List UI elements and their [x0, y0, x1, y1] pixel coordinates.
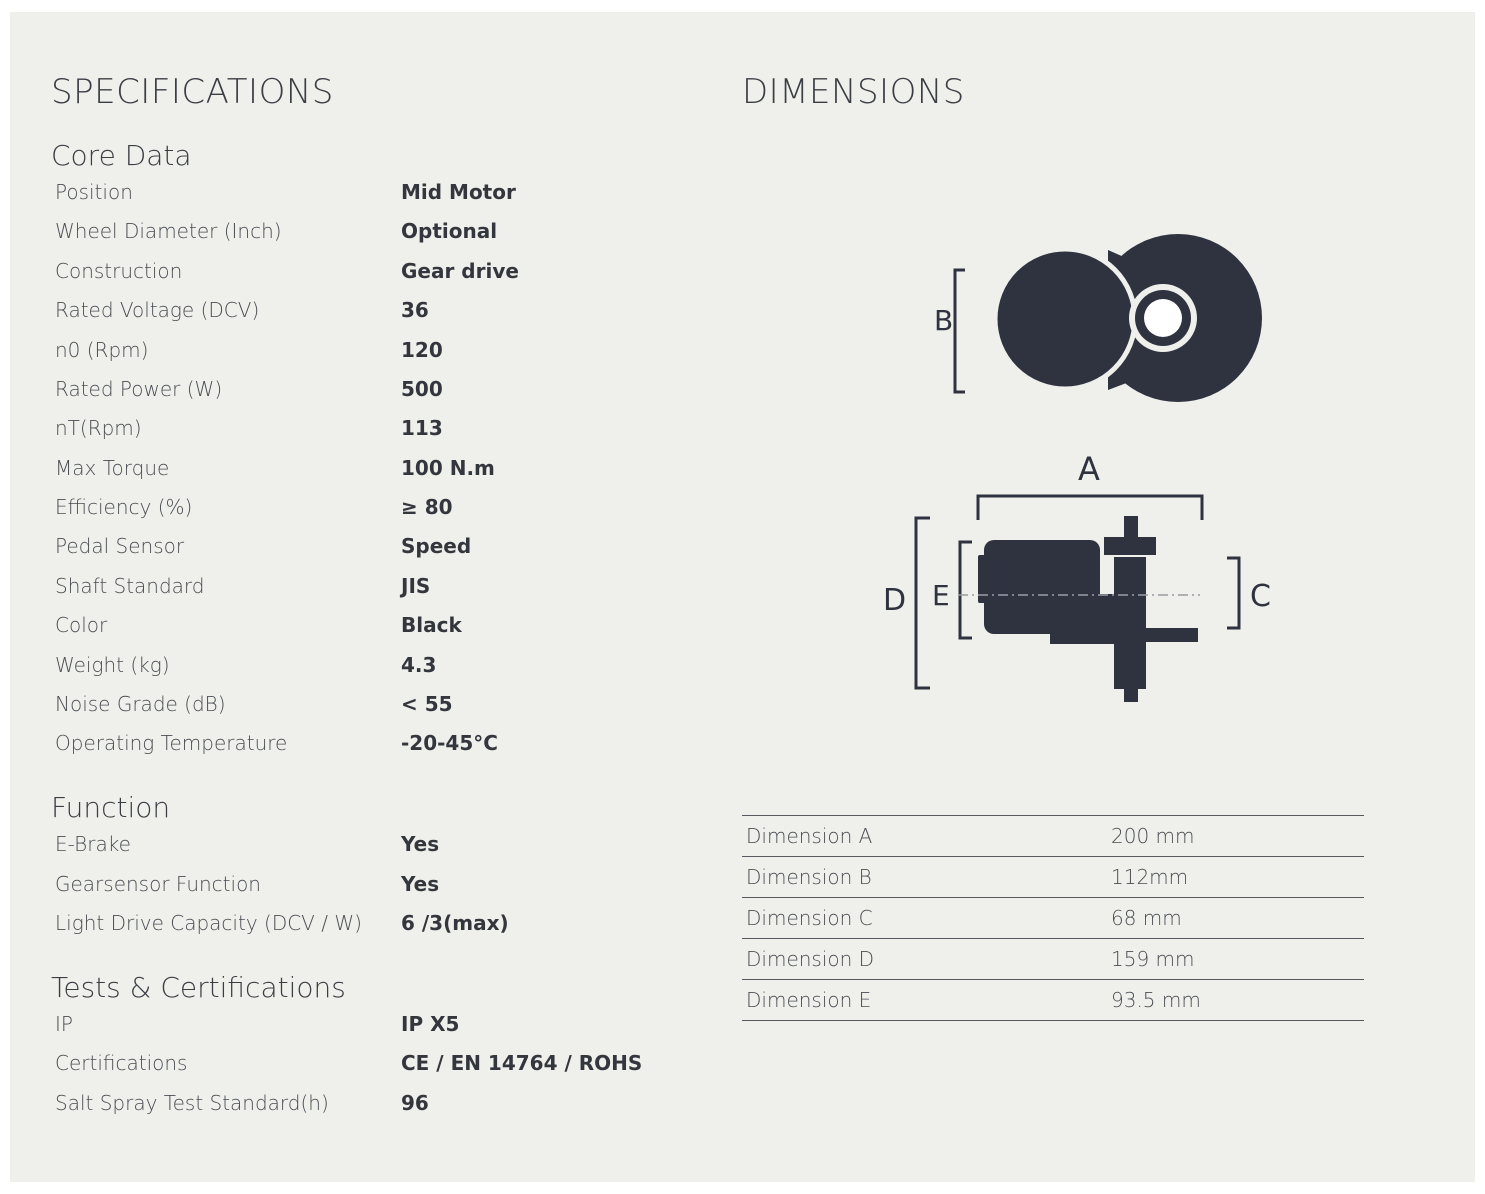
- spec-label: Position: [55, 180, 133, 204]
- spec-row: [55, 1051, 675, 1081]
- spec-value: 4.3: [401, 653, 437, 677]
- spec-row: [55, 653, 675, 683]
- spec-value: 36: [401, 298, 429, 322]
- spec-value: ≥ 80: [401, 495, 453, 519]
- spec-label: Color: [55, 613, 108, 637]
- spec-label: Salt Spray Test Standard(h): [55, 1091, 329, 1115]
- diagram-label-d: D: [883, 583, 907, 618]
- spec-label: Wheel Diameter (Inch): [55, 219, 282, 243]
- spec-label: n0 (Rpm): [55, 338, 149, 362]
- diagram-label-a: A: [1078, 450, 1100, 488]
- spec-value: JIS: [401, 574, 431, 598]
- dimension-row: [742, 939, 1364, 980]
- spec-label: IP: [55, 1012, 73, 1036]
- dimensions-table: [742, 815, 1364, 1021]
- dimensions-title: DIMENSIONS: [742, 72, 965, 112]
- motor-top-view: [955, 234, 1262, 402]
- spec-row: [55, 377, 675, 407]
- spec-label: Rated Power (W): [55, 377, 223, 401]
- spec-value: Mid Motor: [401, 180, 516, 204]
- spec-row: [55, 416, 675, 446]
- spec-row: [55, 1012, 675, 1042]
- spec-value: Optional: [401, 219, 498, 243]
- spec-row: [55, 872, 675, 902]
- spec-label: E-Brake: [55, 832, 131, 856]
- dimension-row: [742, 898, 1364, 939]
- dimension-label: Dimension B: [746, 865, 872, 889]
- motor-side-view: [883, 450, 1271, 702]
- spec-value: Yes: [401, 832, 440, 856]
- dimension-value: 200 mm: [1111, 824, 1195, 848]
- diagram-label-e: E: [932, 579, 950, 612]
- spec-panel: [10, 12, 1475, 1182]
- section-title-core-data: Core Data: [51, 139, 192, 172]
- dimension-row: [742, 857, 1364, 898]
- spec-label: Certifications: [55, 1051, 188, 1075]
- diagram-label-c: C: [1250, 579, 1271, 614]
- spec-value: Speed: [401, 534, 472, 558]
- spec-label: Pedal Sensor: [55, 534, 185, 558]
- dimension-label: Dimension A: [746, 824, 873, 848]
- spec-value: < 55: [401, 692, 453, 716]
- spec-value: 113: [401, 416, 443, 440]
- spec-label: Construction: [55, 259, 183, 283]
- dimension-row: [742, 816, 1364, 857]
- spec-label: Gearsensor Function: [55, 872, 261, 896]
- spec-row: [55, 456, 675, 486]
- spec-value: 120: [401, 338, 443, 362]
- spec-row: [55, 574, 675, 604]
- spec-row: [55, 534, 675, 564]
- spec-value: 100 N.m: [401, 456, 495, 480]
- spec-row: [55, 613, 675, 643]
- dimension-value: 112mm: [1111, 865, 1189, 889]
- spec-row: [55, 180, 675, 210]
- dimension-value: 159 mm: [1111, 947, 1195, 971]
- spec-row: [55, 1091, 675, 1121]
- spec-value: 500: [401, 377, 443, 401]
- spec-label: Shaft Standard: [55, 574, 205, 598]
- spec-row: [55, 692, 675, 722]
- spec-label: Operating Temperature: [55, 731, 288, 755]
- spec-row: [55, 259, 675, 289]
- spec-row: [55, 911, 675, 941]
- dimension-label: Dimension E: [746, 988, 872, 1012]
- spec-row: [55, 219, 675, 249]
- spec-value: 96: [401, 1091, 429, 1115]
- spec-value: IP X5: [401, 1012, 460, 1036]
- section-title-tests-certifications: Tests & Certifications: [51, 971, 346, 1004]
- spec-value: Gear drive: [401, 259, 519, 283]
- motor-dimension-diagram: [870, 222, 1290, 722]
- dimension-label: Dimension C: [746, 906, 873, 930]
- spec-row: [55, 495, 675, 525]
- spec-row: [55, 731, 675, 761]
- spec-value: -20-45°C: [401, 731, 498, 755]
- spec-label: Light Drive Capacity (DCV / W): [55, 911, 362, 935]
- spec-value: Black: [401, 613, 462, 637]
- spec-label: Max Torque: [55, 456, 170, 480]
- spec-row: [55, 832, 675, 862]
- spec-label: Noise Grade (dB): [55, 692, 226, 716]
- dimension-row: [742, 980, 1364, 1021]
- spec-value: Yes: [401, 872, 440, 896]
- spec-label: Weight (kg): [55, 653, 170, 677]
- spec-row: [55, 338, 675, 368]
- specifications-title: SPECIFICATIONS: [51, 72, 334, 112]
- spec-label: Efficiency (%): [55, 495, 193, 519]
- dimension-label: Dimension D: [746, 947, 875, 971]
- spec-value: CE / EN 14764 / ROHS: [401, 1051, 643, 1075]
- dimension-value: 93.5 mm: [1111, 988, 1201, 1012]
- spec-label: Rated Voltage (DCV): [55, 298, 260, 322]
- dimension-value: 68 mm: [1111, 906, 1182, 930]
- section-title-function: Function: [51, 791, 171, 824]
- spec-row: [55, 298, 675, 328]
- spec-label: nT(Rpm): [55, 416, 142, 440]
- diagram-label-b: B: [934, 304, 954, 337]
- spec-value: 6 /3(max): [401, 911, 509, 935]
